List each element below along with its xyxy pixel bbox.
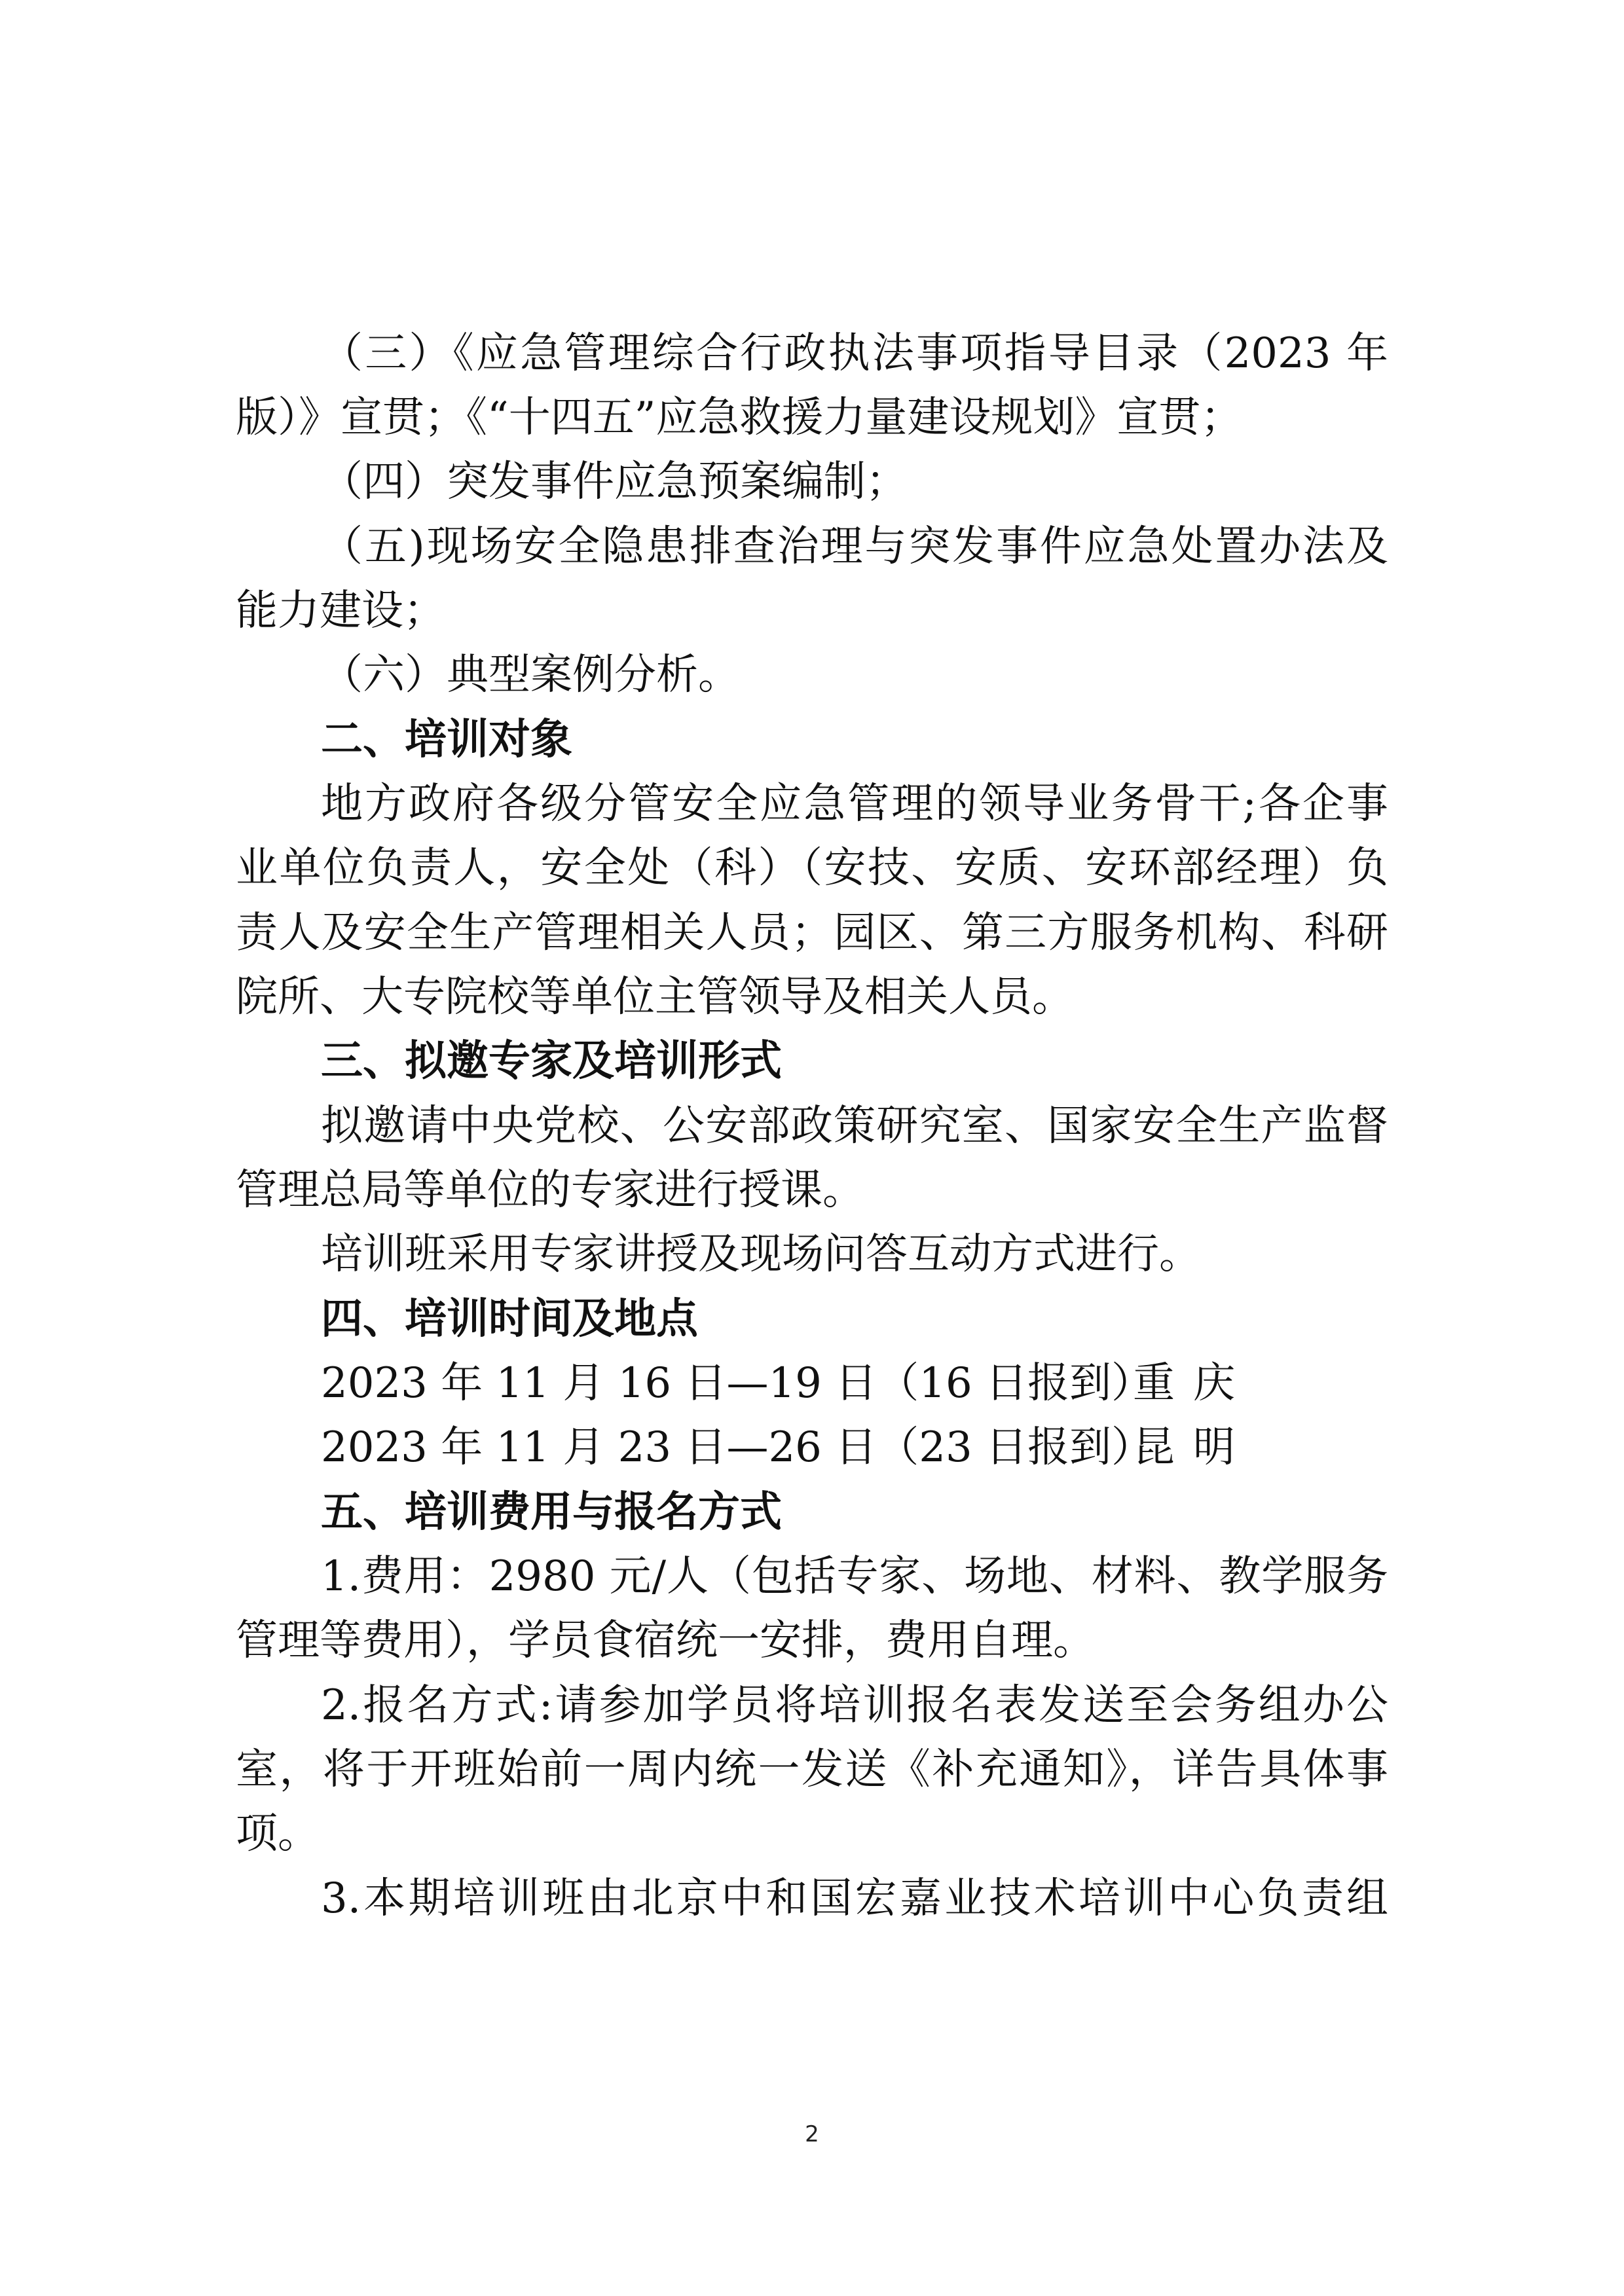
fee-line-2: 管理等费用），学员食宿统一安排，费用自理。 (236, 1616, 1095, 1665)
schedule-date-2: 2023 年 11 月 23 日—26 日（23 日报到） (321, 1423, 1154, 1472)
registration-line-2: 室，将于开班始前一周内统一发送《补充通知》，详告具体事 (236, 1745, 1388, 1794)
section-heading-5: 五、培训费用与报名方式 (321, 1488, 782, 1537)
registration-line-1: 2.报名方式:请参加学员将培训报名表发送至会务组办公 (321, 1681, 1388, 1730)
page-number: 2 (805, 2121, 819, 2147)
section-heading-3: 三、拟邀专家及培训形式 (321, 1037, 782, 1085)
experts-line-1: 拟邀请中央党校、公安部政策研究室、国家安全生产监督 (321, 1102, 1388, 1150)
item-4: （四）突发事件应急预案编制； (321, 458, 908, 506)
item-3-line-2: 版）》宣贯；《“十四五”应急救援力量建设规划》宣贯； (236, 393, 1243, 442)
target-line-1: 地方政府各级分管安全应急管理的领导业务骨干;各企事 (321, 780, 1388, 828)
schedule-row-1 (321, 1357, 1253, 1410)
item-3-line-1: （三）《应急管理综合行政执法事项指导目录（2023 年 (321, 329, 1388, 378)
target-line-4: 院所、大专院校等单位主管领导及相关人员。 (236, 973, 1074, 1021)
registration-line-3: 项。 (236, 1810, 320, 1858)
organizer-line-1: 3.本期培训班由北京中和国宏嘉业技术培训中心负责组 (321, 1874, 1388, 1923)
format-line: 培训班采用专家讲授及现场问答互动方式进行。 (321, 1230, 1201, 1279)
schedule-place-2: 昆明 (1133, 1423, 1253, 1472)
schedule-place-1: 重庆 (1133, 1359, 1253, 1408)
schedule-date-1: 2023 年 11 月 16 日—19 日（16 日报到） (321, 1359, 1154, 1408)
item-6: （六）典型案例分析。 (321, 651, 740, 699)
fee-line-1: 1.费用：2980 元/人（包括专家、场地、材料、教学服务 (321, 1552, 1388, 1601)
item-5-line-2: 能力建设； (236, 587, 445, 635)
item-5-line-1: （五)现场安全隐患排查治理与突发事件应急处置办法及 (321, 522, 1388, 571)
experts-line-2: 管理总局等单位的专家进行授课。 (236, 1166, 864, 1214)
target-line-2: 业单位负责人，安全处（科）（安技、安质、安环部经理）负 (236, 844, 1388, 892)
section-heading-2: 二、培训对象 (321, 716, 572, 764)
section-heading-4: 四、培训时间及地点 (321, 1295, 698, 1343)
target-line-3: 责人及安全生产管理相关人员；园区、第三方服务机构、科研 (236, 909, 1388, 957)
schedule-row-2 (321, 1421, 1253, 1474)
